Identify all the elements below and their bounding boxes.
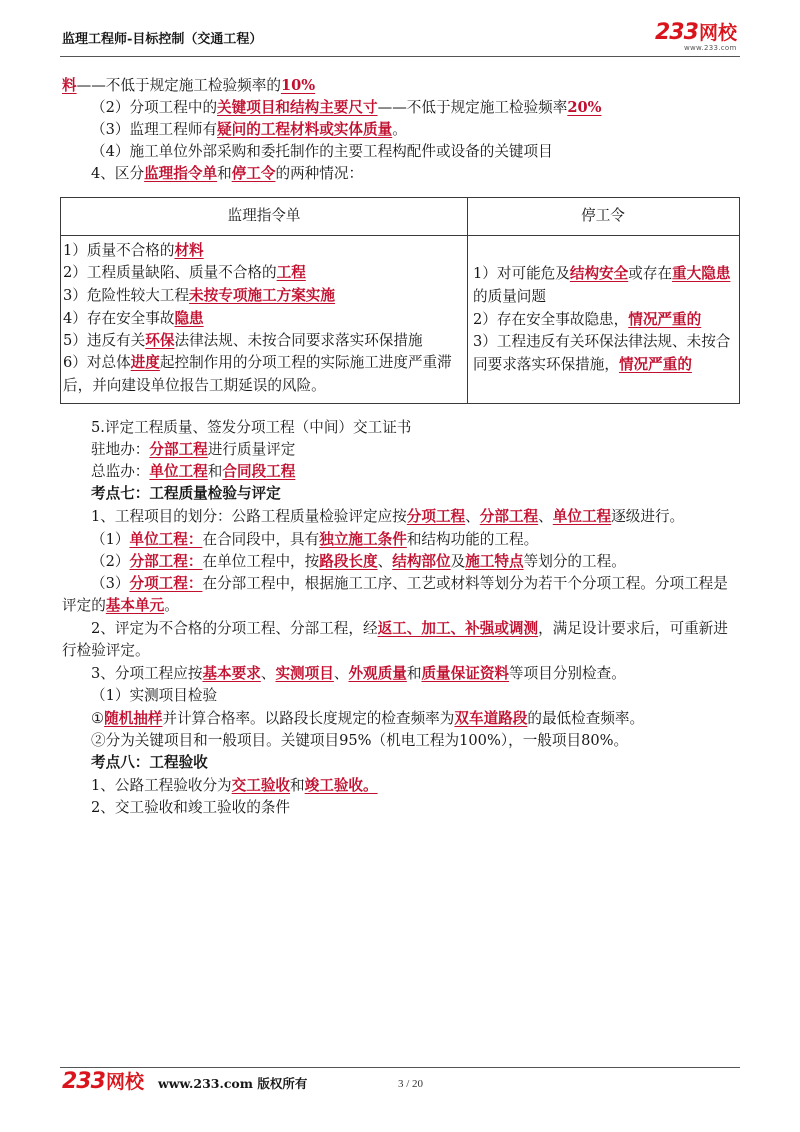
text-run: 评定的 (62, 597, 106, 614)
section-heading (91, 483, 281, 505)
text-run: 和 (406, 665, 422, 682)
footer-divider (60, 1067, 740, 1068)
text-run: （3） (91, 575, 130, 592)
text-run: 和 (207, 463, 223, 480)
text-line (91, 141, 553, 163)
highlight-term: 材料 (174, 242, 204, 259)
highlight-term: 路段长度 (319, 553, 378, 570)
table-header-divider (61, 235, 739, 236)
highlight-term: 分部工程 (479, 508, 539, 525)
highlight-term: 分部工程 (149, 441, 208, 458)
text-run: 、 (538, 508, 553, 525)
text-run: 4、区分 (91, 165, 145, 182)
text-run: 。 (392, 121, 407, 138)
text-run: （1） (91, 531, 130, 548)
text-run: 2、交工验收和竣工验收的条件 (91, 799, 291, 816)
highlight-term: 双车道路段 (454, 710, 528, 727)
text-line (91, 663, 626, 685)
text-line (91, 439, 295, 461)
highlight-term: 基本要求 (202, 665, 261, 682)
highlight-term: 施工特点 (465, 553, 524, 570)
text-run: 4）存在安全事故 (63, 310, 175, 327)
text-line (91, 775, 378, 797)
text-run: ——不低于规定施工检验频率的 (76, 77, 281, 94)
highlight-term: 情况严重的 (628, 311, 702, 328)
table-cell-line (63, 352, 452, 374)
footer-copyright: www.233.com 版权所有 (158, 1076, 308, 1091)
highlight-term: 单位工程 (149, 463, 208, 480)
highlight-term: 环保 (145, 332, 175, 349)
text-line (91, 119, 407, 141)
highlight-term: 独立施工条件 (319, 531, 407, 548)
text-run: 起控制作用的分项工程的实际施工进度严重滞 (159, 354, 452, 371)
text-run: 6）对总体 (63, 354, 131, 371)
table-cell-line (473, 354, 692, 376)
highlight-term: 分部工程： (129, 553, 203, 570)
highlight-term: 外观质量 (348, 665, 407, 682)
highlight-term: 随机抽样 (104, 710, 163, 727)
text-line (91, 529, 538, 551)
highlight-term: 重大隐患 (672, 265, 731, 282)
highlight-term: 10% (280, 77, 316, 94)
highlight-term: 结构部位 (392, 553, 451, 570)
highlight-term: 停工令 (231, 165, 276, 182)
text-run: 3）工程违反有关环保法律法规、未按合 (473, 333, 731, 350)
section-heading (91, 752, 208, 774)
text-run: 2）工程质量缺陷、质量不合格的 (63, 264, 277, 281)
highlight-term: 料 (62, 77, 77, 94)
text-line (91, 417, 411, 439)
table-cell-line (473, 331, 730, 353)
highlight-term: 分项工程 (406, 508, 466, 525)
text-run: 。 (164, 597, 179, 614)
text-run: 等划分的工程。 (523, 553, 626, 570)
text-run: ，满足设计要求后，可重新进 (538, 620, 728, 637)
highlight-term: 质量保证资料 (421, 665, 510, 682)
table-header-stop-order: 停工令 (581, 207, 625, 224)
highlight-term: 工程 (276, 264, 306, 281)
logo-text: 网校 (105, 1071, 144, 1093)
text-run: ① (91, 710, 105, 727)
highlight-term: 监理指令单 (144, 165, 218, 182)
text-run: 1）质量不合格的 (63, 242, 175, 259)
text-run: 及 (450, 553, 466, 570)
text-run: 进行质量评定 (207, 441, 296, 458)
text-run: 的最低检查频率。 (527, 710, 645, 727)
text-run: 2）存在安全事故隐患， (473, 311, 629, 328)
highlight-term: 分项工程： (129, 575, 203, 592)
text-line (91, 685, 217, 707)
text-run: 和结构功能的工程。 (406, 531, 539, 548)
highlight-term: 未按专项施工方案实施 (189, 287, 335, 304)
highlight-term: 关键项目和结构主要尺寸 (217, 99, 378, 116)
comparison-table (60, 197, 740, 404)
highlight-term: 交工验收 (231, 777, 291, 794)
table-column-divider (467, 198, 468, 403)
text-run: 5）违反有关 (63, 332, 146, 349)
text-line (62, 75, 315, 97)
logo-text: 网校 (698, 22, 737, 44)
text-run: ②分为关键项目和一般项目。关键项目95%（机电工程为100%），一般项目80%。 (91, 732, 629, 749)
text-run: 行检验评定。 (62, 642, 150, 659)
text-run: 1、公路工程验收分为 (91, 777, 232, 794)
table-cell-line (473, 286, 546, 308)
text-run: 在单位工程中，按 (202, 553, 320, 570)
text-run: 在合同段中，具有 (202, 531, 320, 548)
highlight-term: 结构安全 (569, 265, 629, 282)
heading-text: 考点八：工程验收 (91, 754, 208, 771)
text-run: 后，并向建设单位报告工期延误的风险。 (63, 377, 326, 394)
brand-logo (655, 20, 737, 46)
table-cell-line (473, 309, 701, 331)
text-line (91, 461, 295, 483)
heading-text: 考点七：工程质量检验与评定 (91, 485, 281, 502)
text-run: 或存在 (628, 265, 673, 282)
text-line (62, 595, 179, 617)
text-run: 3、分项工程应按 (91, 665, 203, 682)
logo-url: www.233.com (684, 44, 737, 52)
table-header-instruction-sheet: 监理指令单 (227, 207, 301, 224)
highlight-term: 进度 (130, 354, 160, 371)
table-cell-line (63, 240, 204, 262)
text-run: （2） (91, 553, 130, 570)
highlight-term: 合同段工程 (222, 463, 296, 480)
highlight-term: 返工、加工、补强或调测 (377, 620, 539, 637)
highlight-term: 竣工验收。 (304, 777, 378, 794)
highlight-term: 20% (567, 99, 602, 116)
text-run: 1、工程项目的划分：公路工程质量检验评定应按 (91, 508, 407, 525)
text-run: 逐级进行。 (611, 508, 685, 525)
highlight-term: 实测项目 (275, 665, 334, 682)
text-line (62, 640, 150, 662)
text-run: 等项目分别检查。 (509, 665, 626, 682)
text-run: 和 (217, 165, 232, 182)
text-run: 2、评定为不合格的分项工程、分部工程，经 (91, 620, 378, 637)
table-cell-line (63, 262, 306, 284)
text-run: （3）监理工程师有 (91, 121, 218, 138)
text-line (91, 730, 628, 752)
highlight-term: 单位工程 (552, 508, 612, 525)
highlight-term: 隐患 (174, 310, 204, 327)
table-cell-line (63, 285, 335, 307)
logo-number: 233 (655, 20, 698, 45)
text-line (91, 97, 602, 119)
text-line (91, 163, 363, 185)
table-cell-line (63, 330, 423, 352)
text-run: 5.评定工程质量、签发分项工程（中间）交工证书 (91, 419, 412, 436)
highlight-term: 单位工程： (129, 531, 203, 548)
text-run: 、 (465, 508, 480, 525)
highlight-term: 基本单元 (105, 597, 165, 614)
text-line (91, 797, 290, 819)
text-run: 的质量问题 (473, 288, 546, 305)
text-run: 、 (260, 665, 276, 682)
text-line (91, 708, 644, 730)
footer-logo (62, 1069, 144, 1095)
text-run: ——不低于规定施工检验频率 (377, 99, 568, 116)
text-run: 和 (290, 777, 305, 794)
highlight-term: 疑问的工程材料或实体质量 (217, 121, 393, 138)
text-run: 总监办： (91, 463, 150, 480)
text-run: 在分部工程中，根据施工工序、工艺或材料等划分为若干个分项工程。分项工程是 (202, 575, 728, 592)
text-line (91, 618, 728, 640)
text-line (91, 573, 728, 595)
table-cell-line (63, 308, 204, 330)
text-run: 、 (333, 665, 349, 682)
table-cell-line (63, 375, 326, 397)
header-title: 监理工程师-目标控制（交通工程） (62, 32, 263, 47)
text-line (91, 506, 684, 528)
header-divider (60, 56, 740, 57)
page-number: 3 / 20 (398, 1078, 424, 1090)
text-run: （2）分项工程中的 (91, 99, 218, 116)
text-run: （1）实测项目检验 (91, 687, 218, 704)
text-run: 同要求落实环保措施， (473, 356, 619, 373)
text-run: 3）危险性较大工程 (63, 287, 190, 304)
text-run: 驻地办： (91, 441, 150, 458)
text-run: 、 (377, 553, 393, 570)
text-line (91, 551, 626, 573)
text-run: 并计算合格率。以路段长度规定的检查频率为 (162, 710, 455, 727)
logo-number: 233 (62, 1069, 105, 1094)
text-run: 1）对可能危及 (473, 265, 570, 282)
text-run: 的两种情况： (275, 165, 364, 182)
highlight-term: 情况严重的 (618, 356, 692, 373)
table-cell-line (473, 263, 730, 285)
text-run: （4）施工单位外部采购和委托制作的主要工程构配件或设备的关键项目 (91, 143, 553, 160)
text-run: 法律法规、未按合同要求落实环保措施 (174, 332, 423, 349)
